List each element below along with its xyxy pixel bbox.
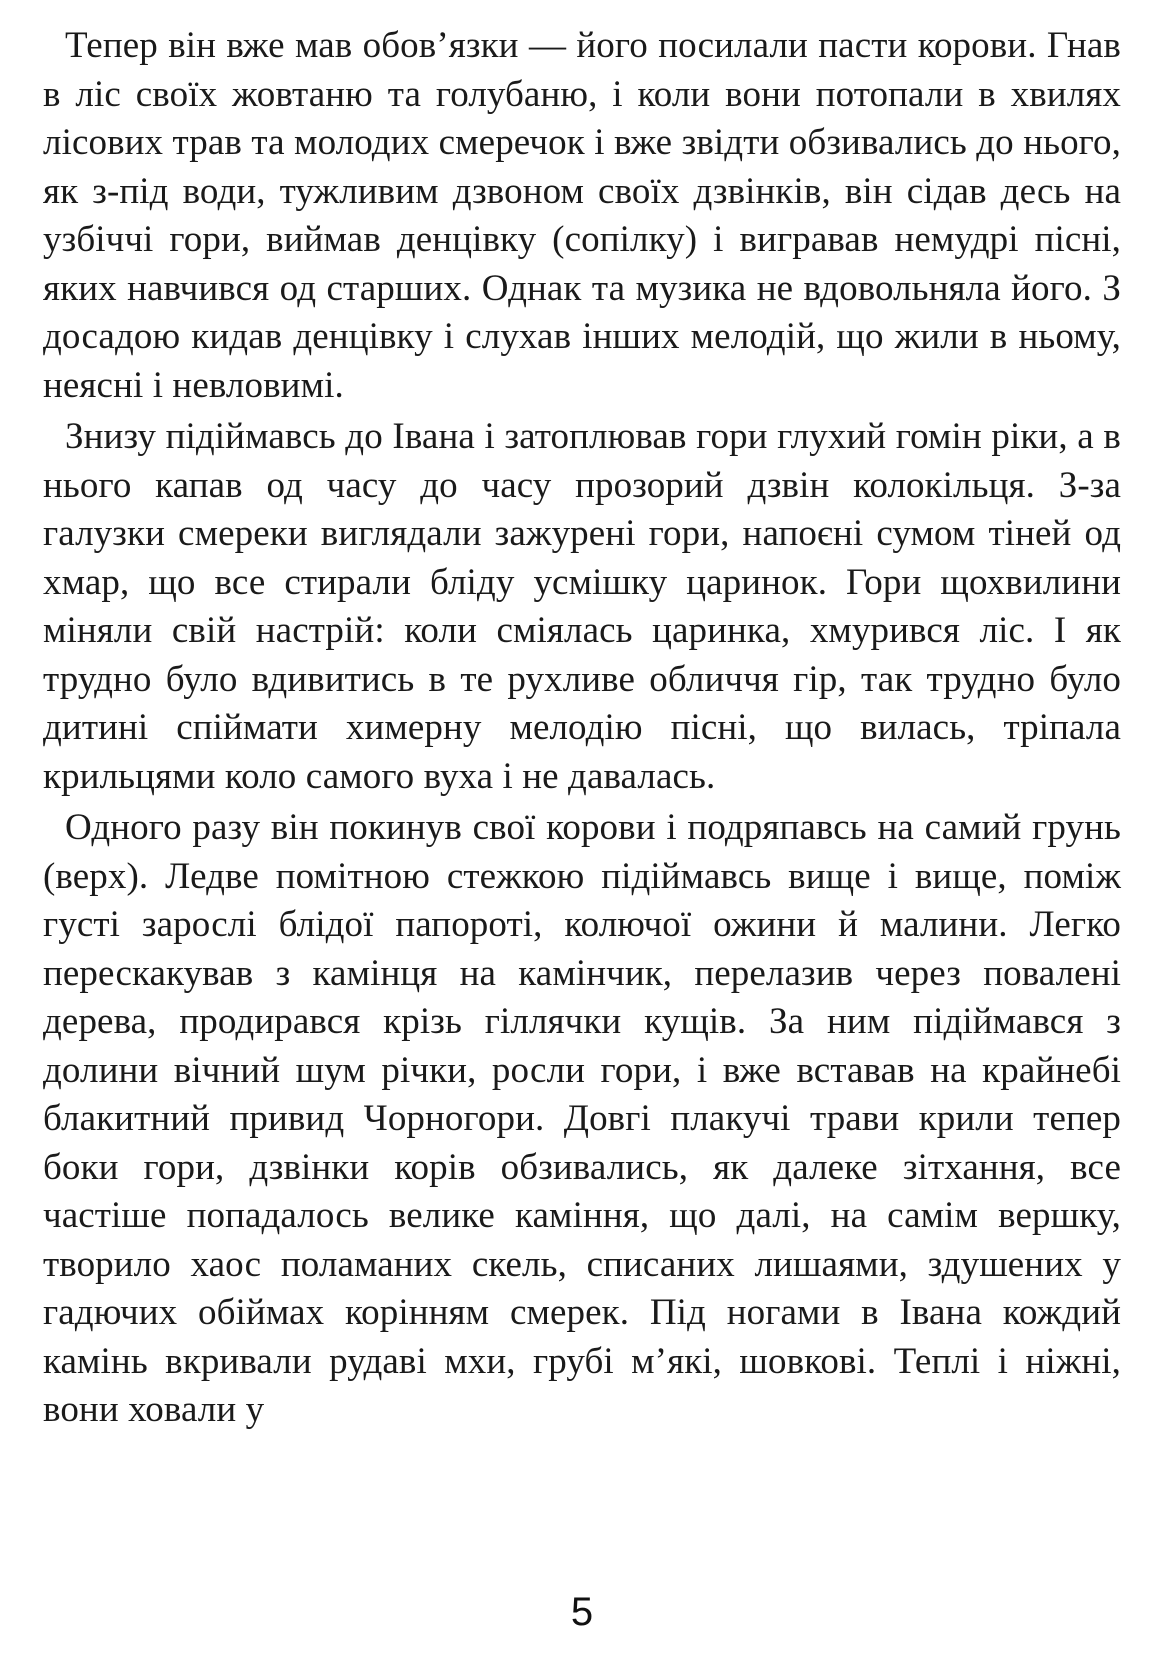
paragraph-2: Знизу підіймавсь до Івана і затоплював гори глухий гомін ріки, а в нього капав од часу до часу прозорий дзвін колокільця. З-за галузки смереки виглядали зажурені гори, напоєні сумом тіней од хмар, що все стирали бліду усмішку царинок. Гори щохвилини міняли свій настрій: коли сміялась царинка, хмурився ліс. І як трудно було вдивитись в те рухливе обличчя гір, так трудно було дитині спіймати химерну мелодію пісні, що вилась, тріпала крильцями коло самого вуха і не давалась.	[43, 416, 1121, 797]
page-number: 5	[570, 1590, 594, 1634]
page-body	[43, 22, 1121, 1602]
paragraph-1: Тепер він вже мав обов’язки — його посилали пасти корови. Гнав в ліс своїх жовтаню та голубаню, і коли вони потопали в хвилях лісових трав та молодих смеречок і вже звідти обзивались до нього, як з-під води, тужливим дзвоном своїх дзвінків, він сідав десь на узбіччі гори, виймав денцівку (сопілку) і вигравав немудрі пісні, яких навчився од старших. Однак та музика не вдовольняла його. З досадою кидав денцівку і слухав інших мелодій, що жили в ньому, неясні і невловимі.	[43, 25, 1121, 406]
paragraph-3: Одного разу він покинув свої корови і подряпавсь на самий грунь (верх). Ледве помітною стежкою підіймавсь вище і вище, поміж густі зарослі блідої папороті, колючої ожини й малини. Легко перескакував з камінця на камінчик, перелазив через повалені дерева, продирався крізь гіллячки кущів. За ним підіймався з долини вічний шум річки, росли гори, і вже вставав на крайнебі блакитний привид Чорногори. Довгі плакучі трави крили тепер боки гори, дзвінки корів обзивались, як далеке зітхання, все частіше попадалось велике каміння, що далі, на самім вершку, творило хаос поламаних скель, списаних лишаями, здушених у гадючих обіймах корінням смерек. Під ногами в Івана кождий камінь вкривали рудаві мхи, грубі м’які, шовкові. Теплі і ніжні, вони ховали у	[43, 807, 1121, 1430]
